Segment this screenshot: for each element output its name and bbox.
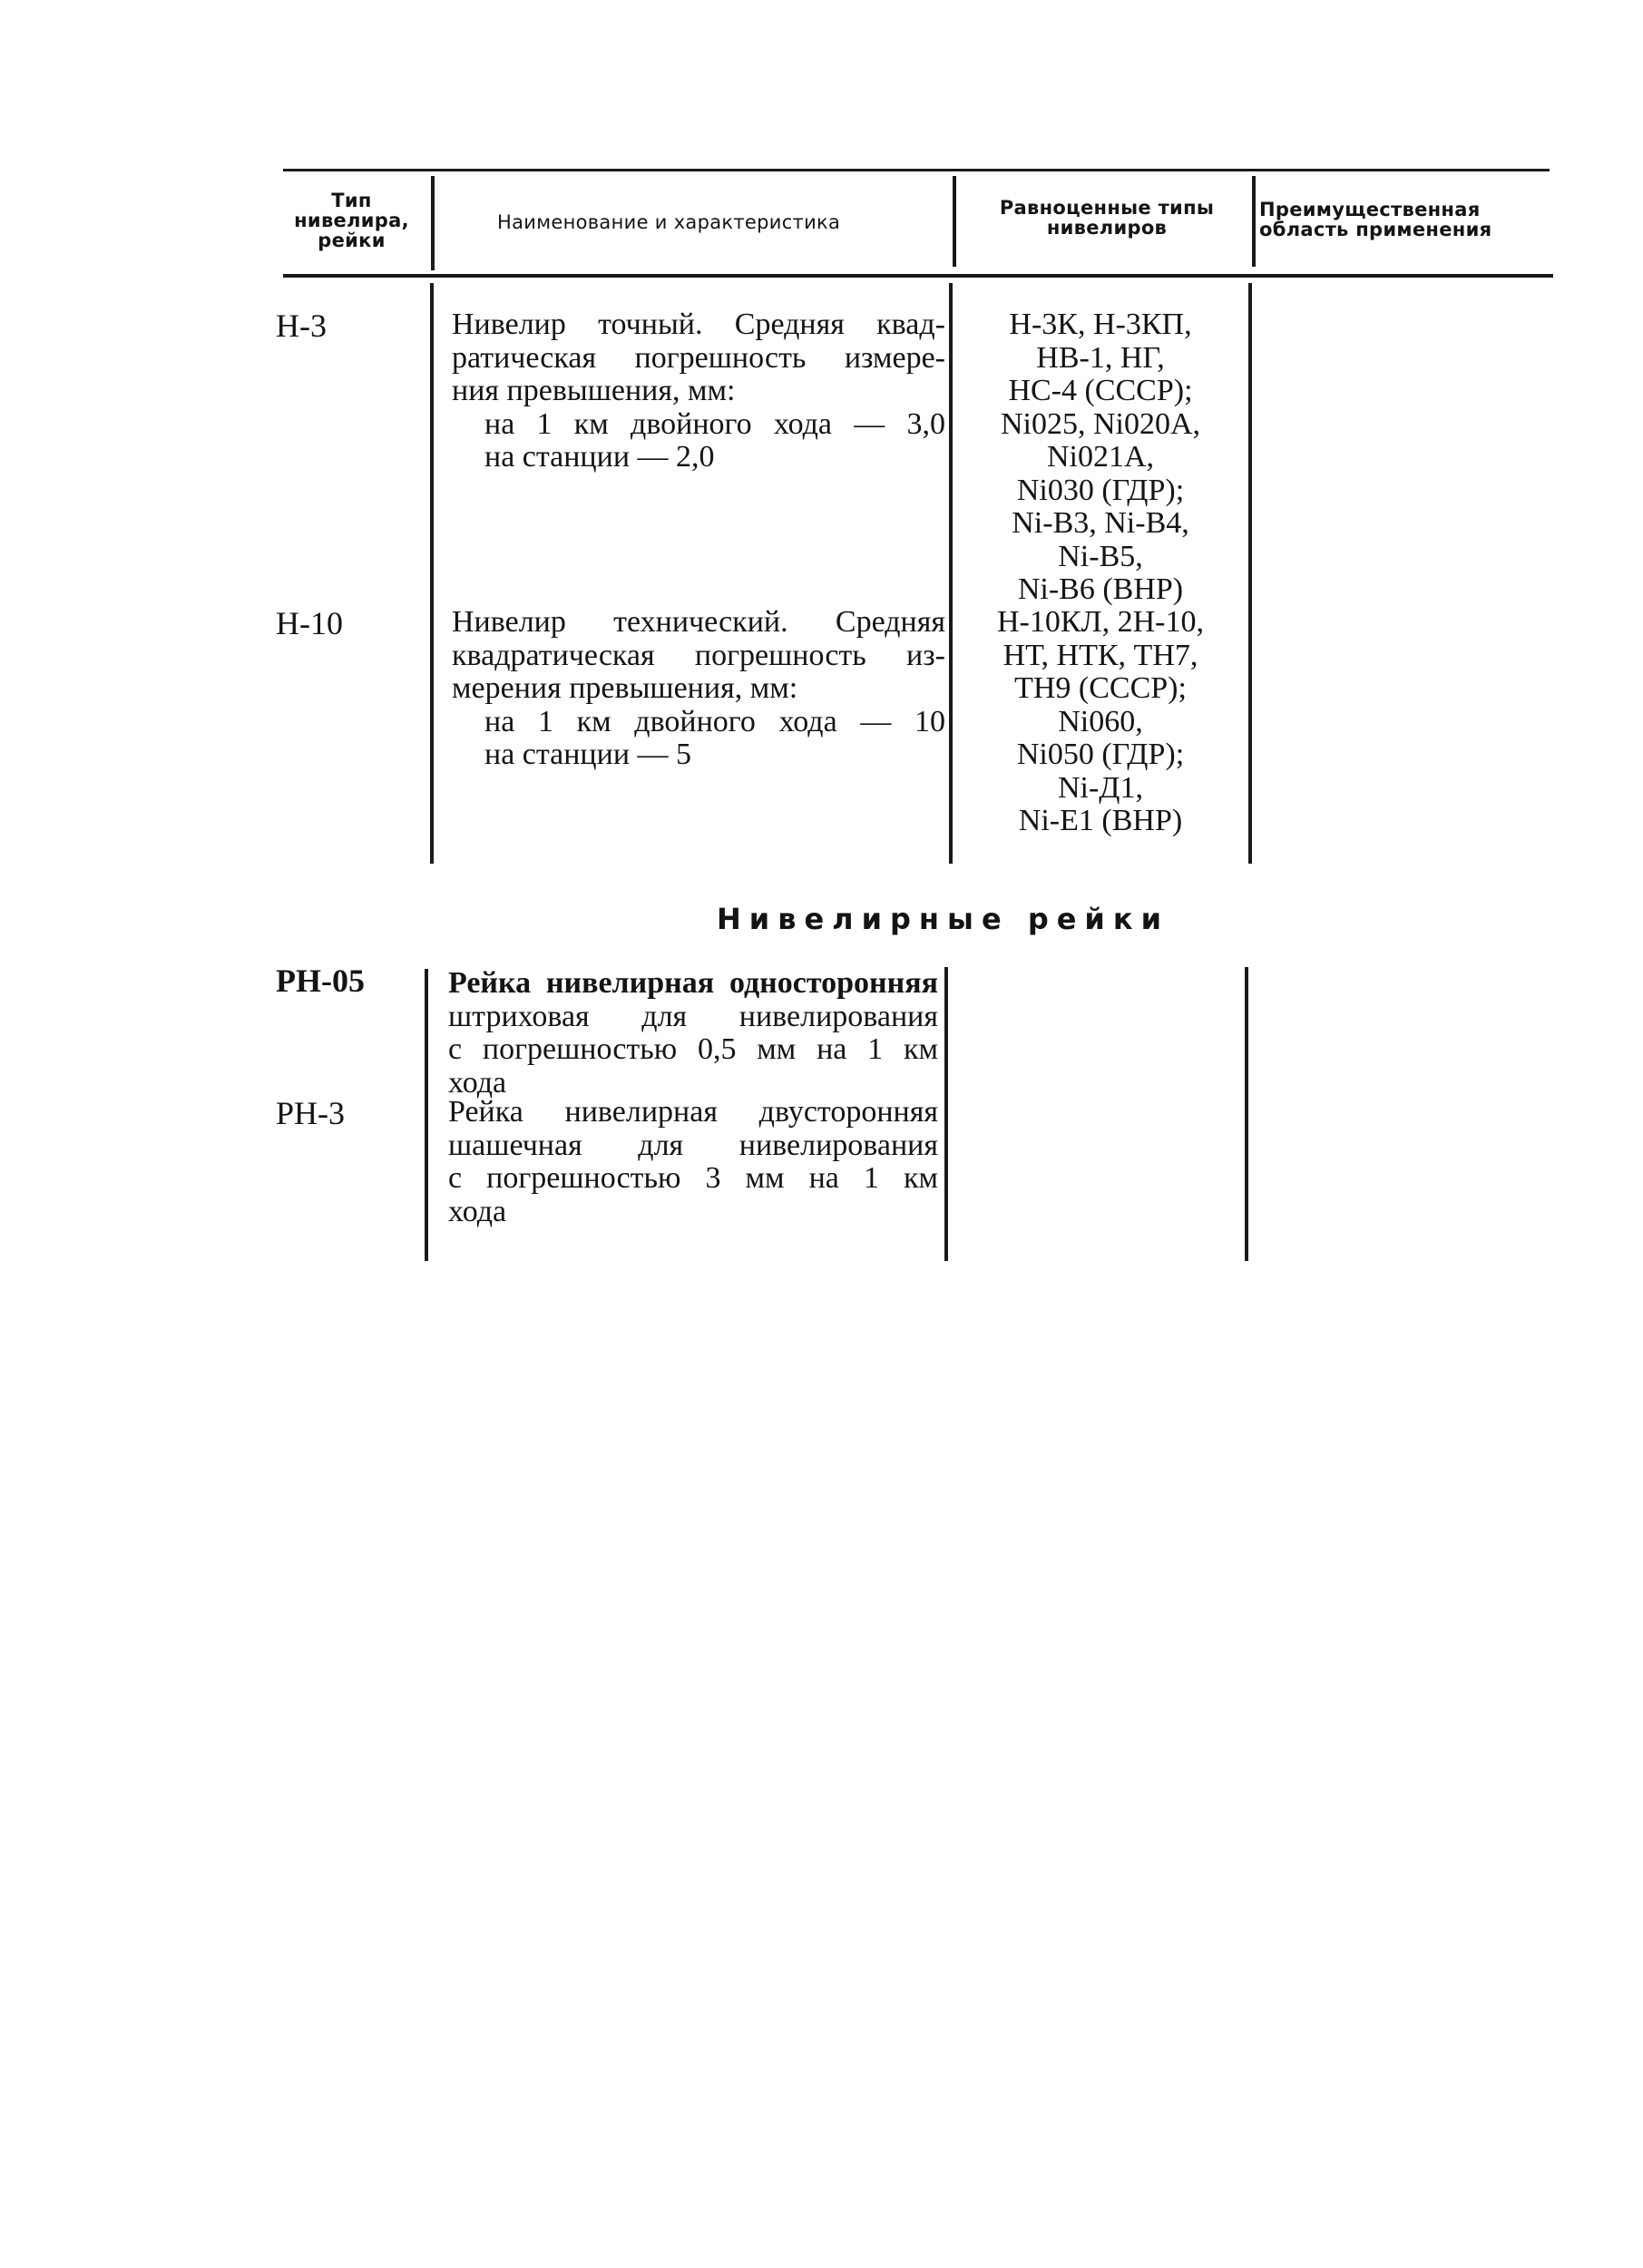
level-n3-eq-line-6: Ni030 (ГДР);: [1016, 473, 1185, 507]
level-description-n10: [452, 606, 945, 772]
level-n10-eq-line-3: ТН9 (СССР);: [1014, 671, 1187, 705]
level-n3-desc-line-1: Нивелир точный. Средняя квад-: [452, 308, 945, 341]
level-n10-eq-line-5: Ni050 (ГДР);: [1016, 738, 1185, 771]
level-equivalents-n10: [956, 606, 1245, 838]
header-application-line-2: область применения: [1259, 219, 1492, 240]
table-top-rule: [283, 169, 1550, 171]
level-n3-eq-line-2: НВ-1, НГ,: [1036, 340, 1165, 375]
body-separator-2: [949, 283, 953, 864]
level-n10-desc-line-5: на станции — 5: [484, 738, 692, 771]
header-application-line-1: Преимущественная: [1259, 199, 1481, 220]
header-type-line-2: нивелира,: [294, 210, 409, 231]
rod-code-rn05: РН-05: [276, 963, 365, 999]
header-equivalent-line-1: Равноценные типы: [999, 197, 1215, 219]
rod-rn3-desc-line-3: с погрешностью 3 мм на 1 км: [448, 1161, 938, 1195]
header-equivalent: [971, 198, 1243, 238]
level-n10-eq-line-1: Н-10КЛ, 2Н-10,: [997, 605, 1204, 639]
rod-rn05-desc-line-2: штриховая для нивелирования: [448, 999, 938, 1033]
level-n3-eq-line-7: Ni-B3, Ni-B4,: [1012, 506, 1189, 540]
level-n3-eq-line-4: Ni025, Ni020A,: [1000, 406, 1201, 441]
level-n10-eq-line-4: Ni060,: [1058, 704, 1143, 738]
body-separator-1: [430, 283, 434, 864]
header-name: Наименование и характеристика: [497, 211, 841, 233]
level-n10-eq-line-2: НТ, НТК, ТН7,: [1002, 638, 1198, 672]
rods-separator-3: [1245, 967, 1248, 1261]
level-code-n10: Н-10: [276, 605, 343, 641]
level-n3-eq-line-9: Ni-B6 (ВНР): [1017, 572, 1184, 606]
level-n3-eq-line-1: Н-3К, Н-3КП,: [1009, 308, 1192, 341]
level-n10-eq-line-6: Ni-Д1,: [1057, 770, 1143, 805]
level-equivalents-n3: [956, 308, 1245, 607]
rod-rn05-desc-line-3: с погрешностью 0,5 мм на 1 км: [448, 1032, 938, 1066]
level-n10-desc-line-1: Нивелир технический. Средняя: [452, 605, 945, 639]
level-n3-desc-line-5: на станции — 2,0: [484, 440, 715, 474]
level-code-n3: Н-3: [276, 308, 327, 344]
level-n3-desc-line-2: ратическая погрешность измере-: [452, 340, 945, 375]
level-n3-eq-line-3: НС-4 (СССР);: [1008, 374, 1193, 407]
level-n10-desc-line-2: квадратическая погрешность из-: [452, 638, 945, 672]
header-separator-1: [431, 176, 435, 270]
level-description-n3: [452, 308, 945, 474]
level-n3-eq-line-8: Ni-B5,: [1058, 539, 1143, 573]
level-n3-eq-line-5: Ni021A,: [1046, 440, 1155, 474]
section-title-leveling-rods: Нивелирные рейки: [717, 902, 1169, 936]
header-equivalent-line-2: нивелиров: [1046, 217, 1168, 239]
rods-separator-2: [944, 967, 948, 1261]
level-n3-desc-line-3: ния превышения, мм:: [452, 374, 736, 407]
rods-separator-1: [425, 969, 428, 1261]
header-type: [272, 191, 431, 250]
level-n10-eq-line-7: Ni-E1 (ВНР): [1018, 804, 1183, 837]
rod-description-rn3: [448, 1096, 938, 1228]
rod-rn05-desc-line-4: хода: [448, 1065, 507, 1100]
header-type-line-1: Тип: [331, 190, 372, 211]
level-n10-desc-line-4: на 1 км двойного хода — 10: [484, 704, 945, 738]
header-type-line-3: рейки: [318, 230, 386, 251]
body-separator-3: [1248, 283, 1252, 864]
header-application: [1259, 200, 1491, 240]
rod-rn3-desc-line-2: шашечная для нивелирования: [448, 1128, 938, 1162]
rod-rn05-desc-line-1: Рейка нивелирная односторонняя: [448, 966, 938, 1000]
rod-code-rn3: РН-3: [276, 1095, 346, 1131]
table-header-rule: [283, 274, 1553, 278]
header-separator-2: [953, 176, 956, 267]
level-n3-desc-line-4: на 1 км двойного хода — 3,0: [484, 406, 945, 441]
level-n10-desc-line-3: мерения превышения, мм:: [452, 671, 798, 705]
rod-rn3-desc-line-4: хода: [448, 1194, 507, 1228]
header-separator-3: [1252, 176, 1256, 267]
rod-rn3-desc-line-1: Рейка нивелирная двусторонняя: [448, 1095, 938, 1129]
rod-description-rn05: [448, 967, 938, 1100]
